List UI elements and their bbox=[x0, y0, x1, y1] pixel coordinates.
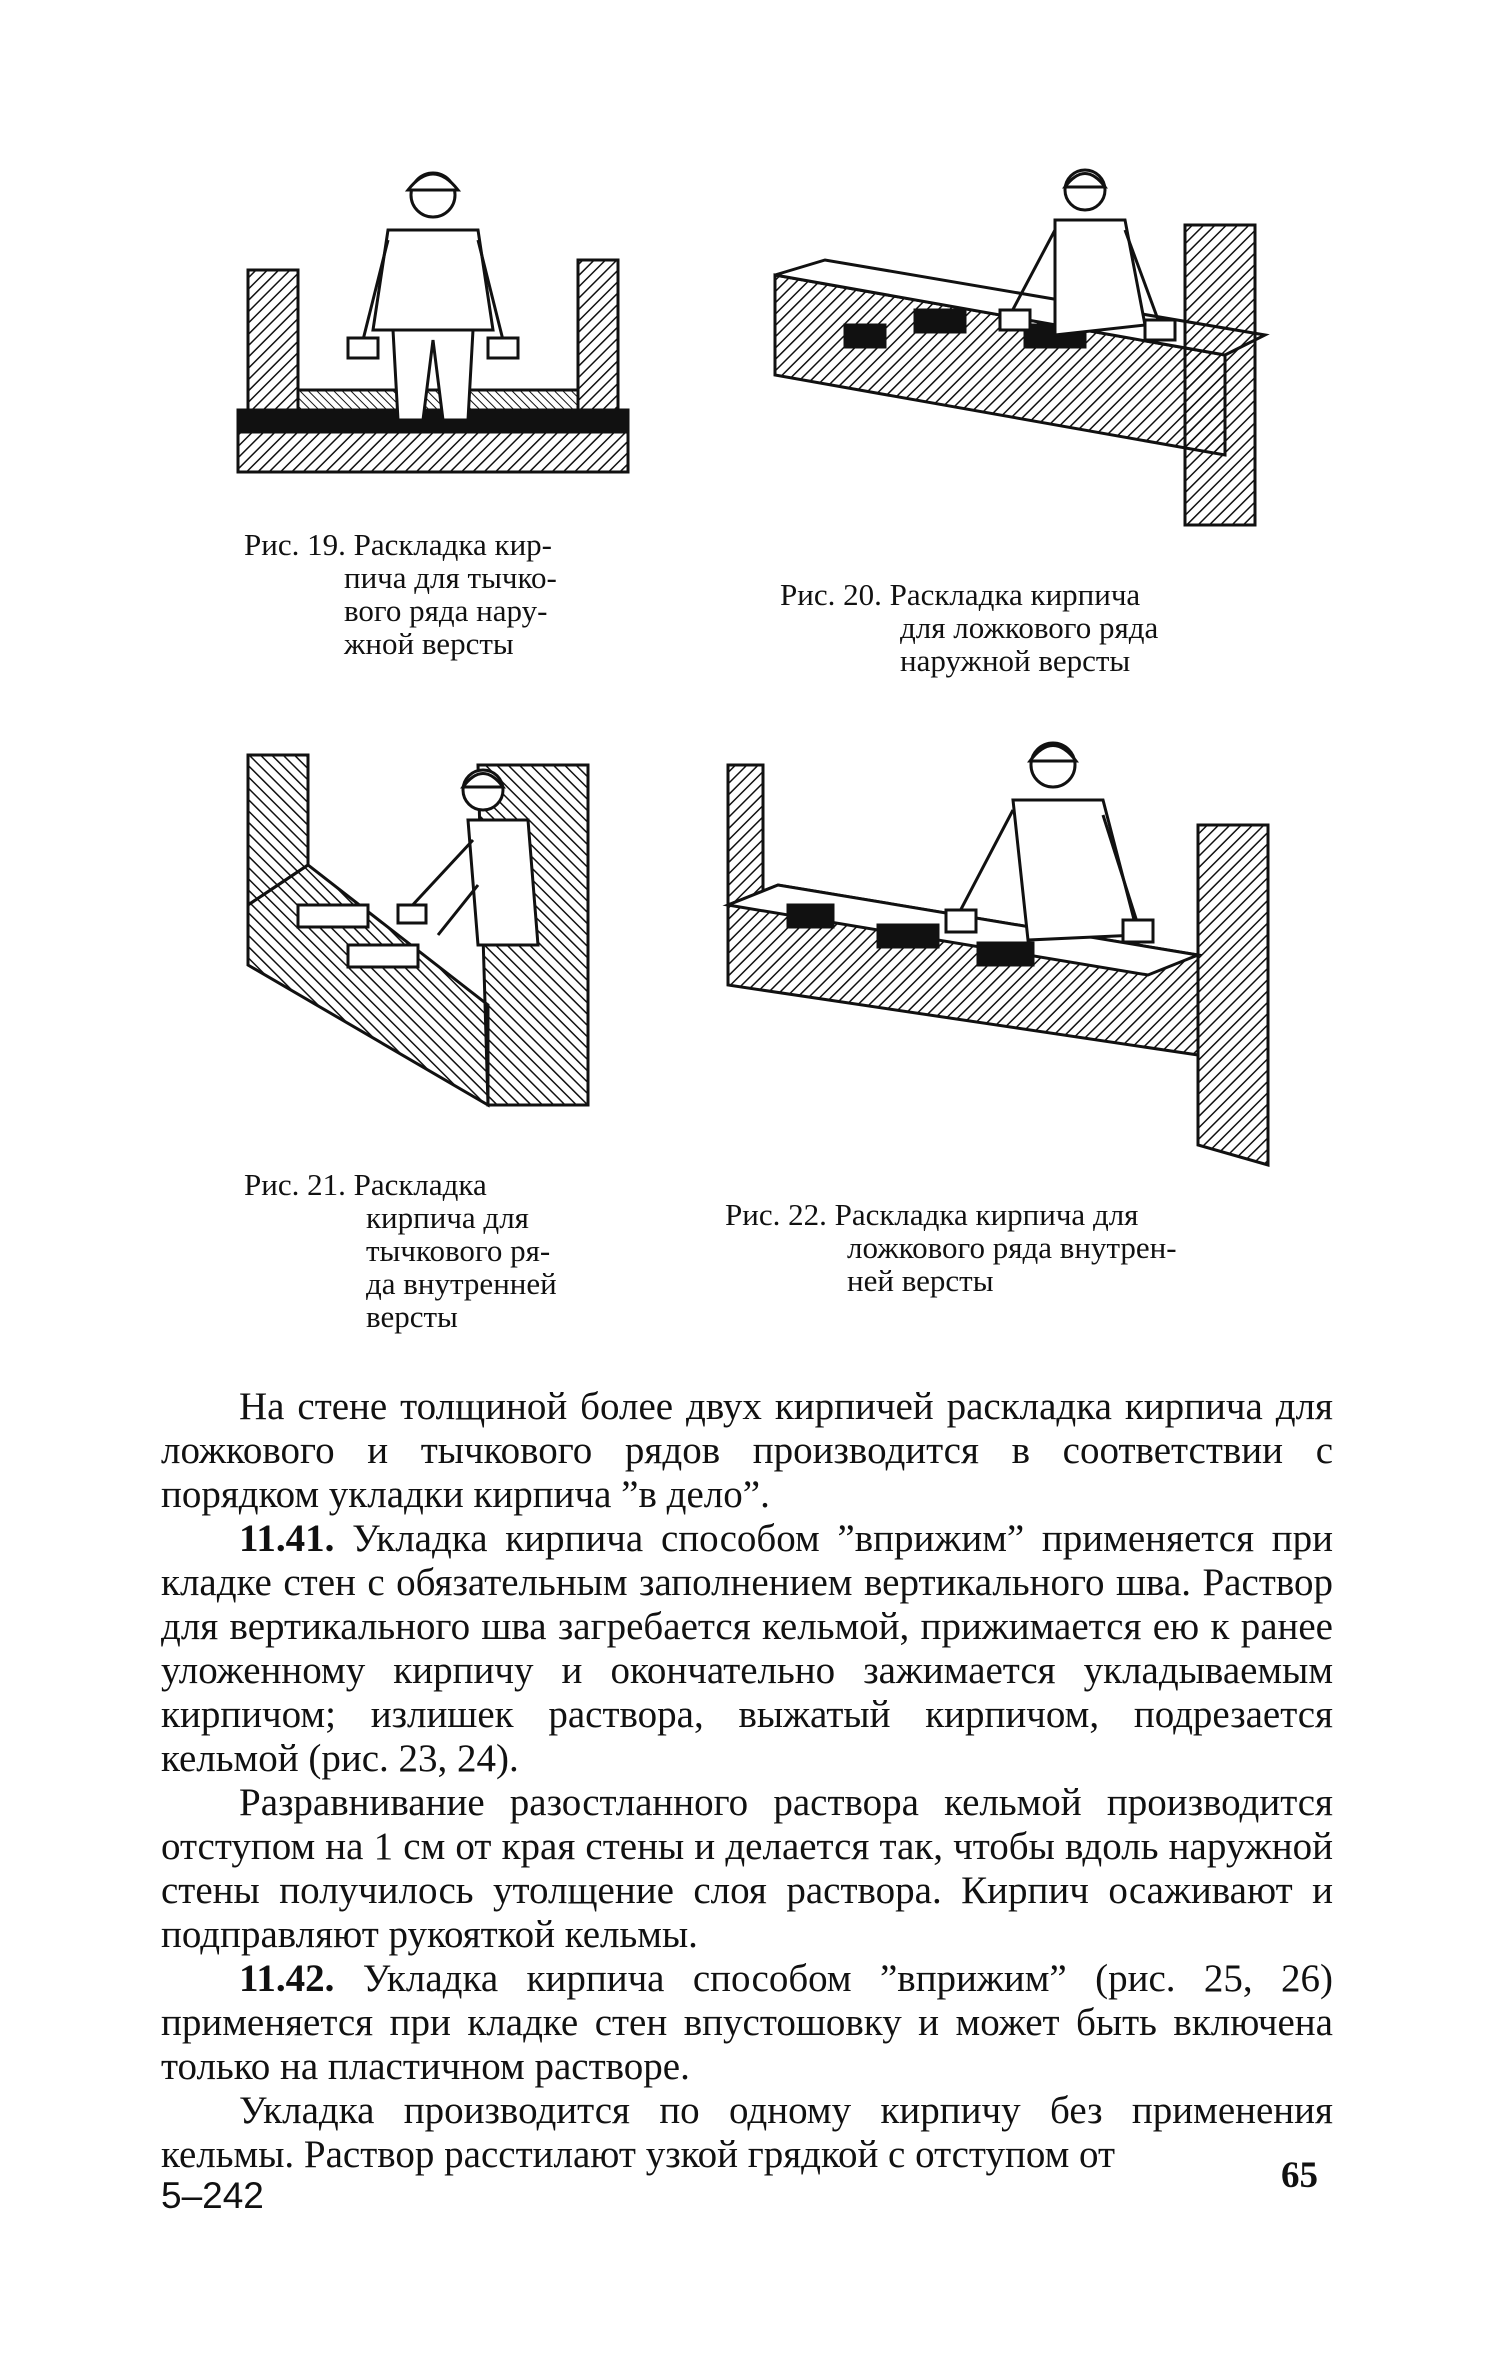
paragraph: На стене толщиной более двух кирпичей раскладка кирпича для ложкового и тычкового рядов производится в соответствии с порядком укладки кирпича ”в дело”. bbox=[161, 1385, 1333, 1516]
figure-22-drawing bbox=[718, 725, 1278, 1185]
figure-20-drawing bbox=[765, 165, 1275, 560]
page-number: 65 bbox=[1281, 2155, 1318, 2196]
caption-line: для ложкового ряда bbox=[900, 610, 1159, 645]
figure-20-caption bbox=[780, 578, 1158, 677]
caption-line: да внутренней bbox=[366, 1266, 557, 1301]
paragraph: Разравнивание разостланного раствора кельмой производится отступом на 1 см от края стены и делается так, чтобы вдоль наружной стены получилось утолщение слоя раствора. Кирпич осаживают и подправляют рукояткой кельмы. bbox=[161, 1781, 1333, 1956]
figure-19-drawing bbox=[228, 150, 638, 490]
caption-line: тычкового ря- bbox=[366, 1233, 551, 1268]
figure-19-caption bbox=[244, 528, 557, 660]
caption-line: ложкового ряда внутрен- bbox=[847, 1230, 1177, 1265]
caption-line: наружной версты bbox=[900, 643, 1131, 678]
paragraph bbox=[161, 1517, 1333, 1781]
paragraph bbox=[161, 1957, 1333, 2089]
figure-22-caption bbox=[725, 1198, 1177, 1297]
caption-line: Рис. 21. Раскладка bbox=[244, 1167, 487, 1202]
caption-line: ней версты bbox=[847, 1263, 994, 1298]
section-number: 11.41. bbox=[239, 1517, 335, 1560]
paragraph: Укладка производится по одному кирпичу без применения кельмы. Раствор расстилают узкой грядкой с отступом от bbox=[161, 2089, 1333, 2176]
figure-21-drawing bbox=[238, 745, 598, 1125]
caption-line: Рис. 22. Раскладка кирпича для bbox=[725, 1197, 1139, 1232]
figure-20-illustration bbox=[765, 165, 1275, 560]
paragraph-text: Укладка кирпича способом ”вприжим” применяется при кладке стен с обязательным заполнением вертикального шва. Раствор для вертикального шва загребается кельмой, прижимается ею к ранее уложенному кирпичу и окончательно зажимается укладываемым кирпичом; излишек раствора, выжатый кирпичом, подрезается кельмой (рис. 23, 24). bbox=[161, 1517, 1333, 1780]
caption-line: кирпича для bbox=[366, 1200, 529, 1235]
paragraph-text: Укладка кирпича способом ”вприжим” (рис. 25, 26) применяется при кладке стен впустошовку и может быть включена только на пластичном растворе. bbox=[161, 1957, 1333, 2088]
caption-line: Рис. 20. Раскладка кирпича bbox=[780, 577, 1141, 612]
figure-21-illustration bbox=[238, 745, 598, 1125]
caption-line: жной версты bbox=[344, 626, 514, 661]
body-text bbox=[161, 1385, 1333, 2177]
figure-19-illustration bbox=[228, 150, 638, 490]
caption-line: вого ряда нару- bbox=[344, 593, 548, 628]
caption-line: версты bbox=[366, 1299, 458, 1334]
figure-21-caption bbox=[244, 1168, 557, 1333]
figure-22-illustration bbox=[718, 725, 1278, 1185]
caption-line: Рис. 19. Раскладка кир- bbox=[244, 527, 552, 562]
printer-signature: 5–242 bbox=[161, 2175, 264, 2216]
section-number: 11.42. bbox=[239, 1957, 335, 2000]
caption-line: пича для тычко- bbox=[344, 560, 557, 595]
